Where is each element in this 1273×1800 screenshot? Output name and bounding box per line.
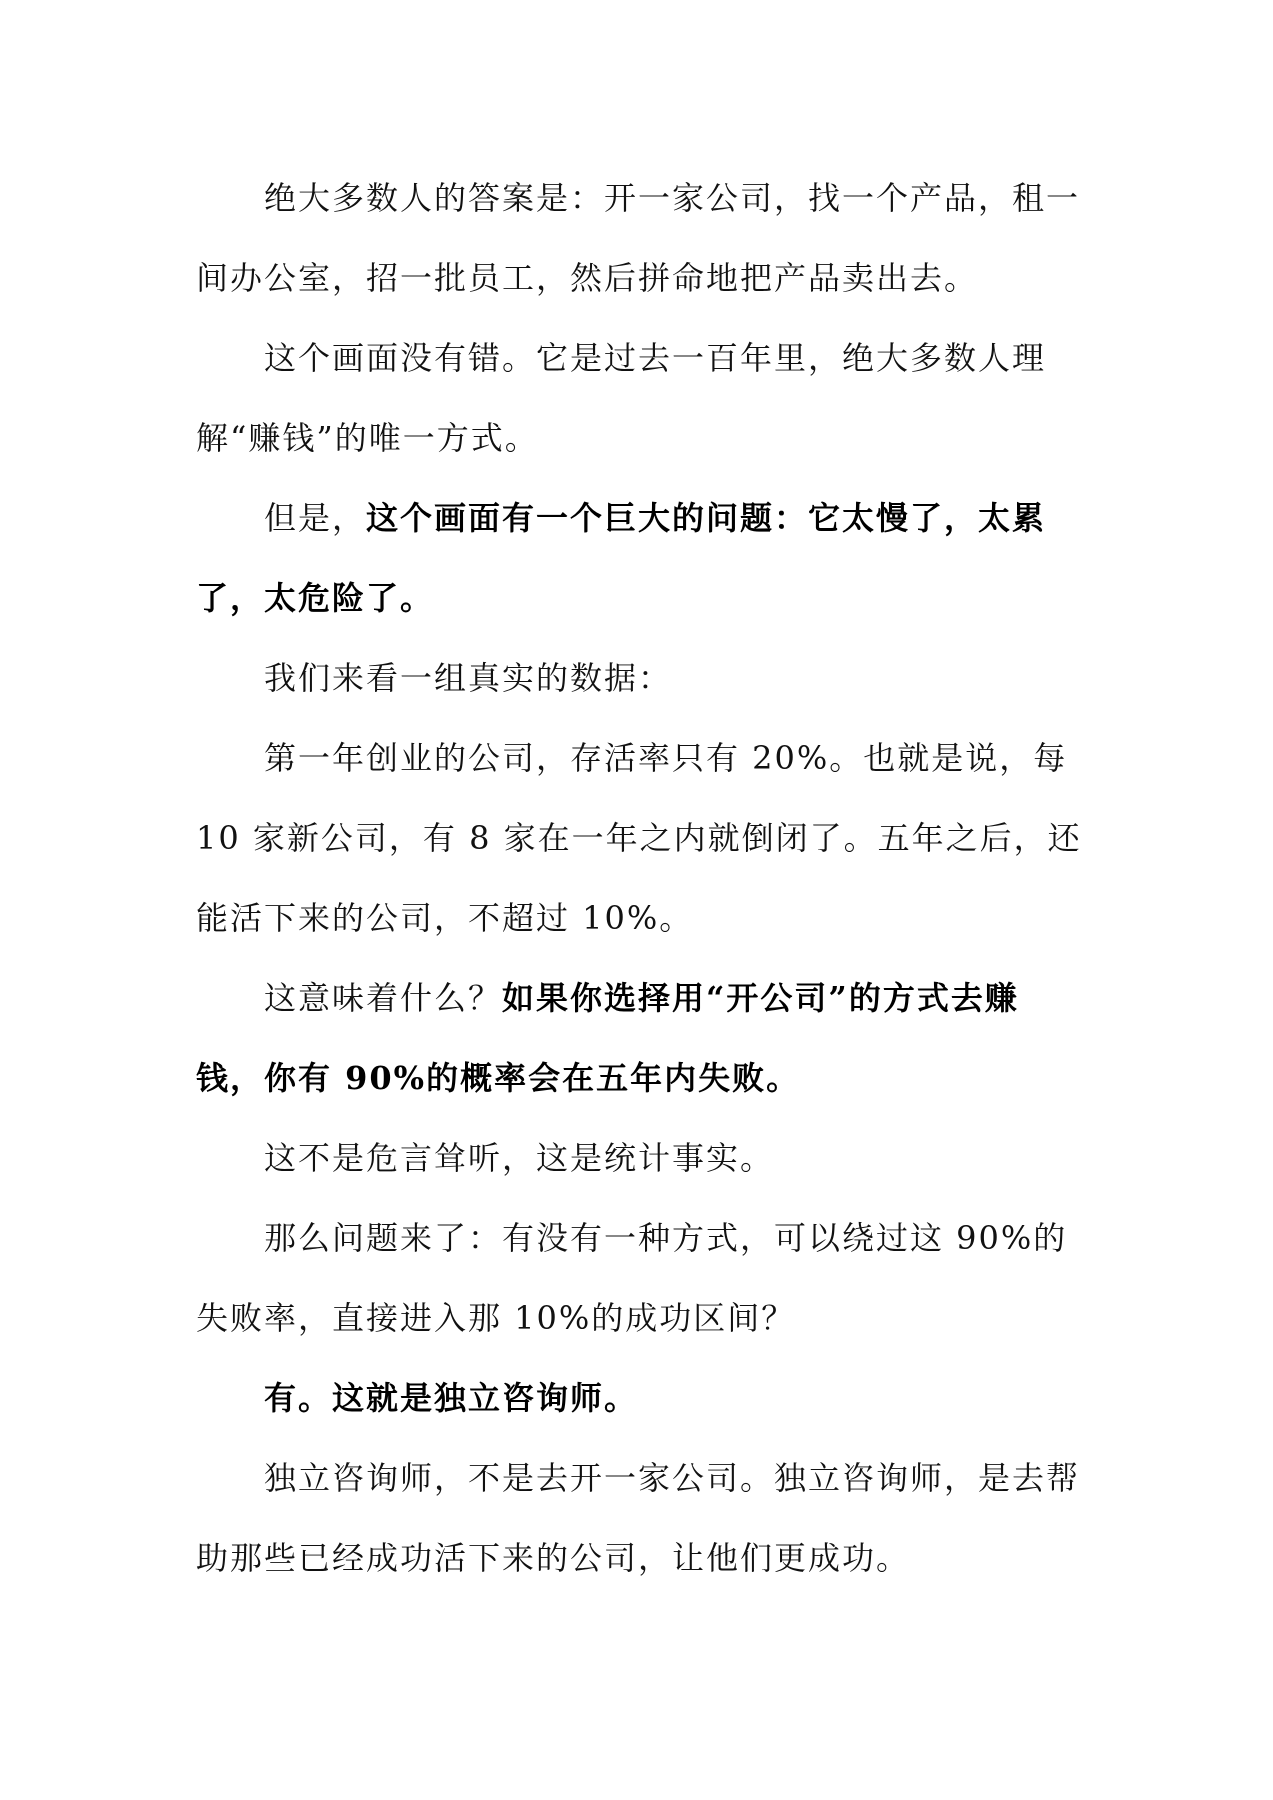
paragraph-4-text: 我们来看一组真实的数据：: [264, 659, 673, 697]
paragraph-6-text: 这意味着什么？: [264, 979, 503, 1017]
paragraph-3-bold-text: 这个画面有一个巨大的问题：它太慢了，太累了，太危险了。: [196, 499, 1047, 617]
paragraph-7-text: 这不是危言耸听，这是统计事实。: [264, 1139, 775, 1177]
paragraph-9: [196, 1358, 1086, 1438]
paragraph-2: [196, 318, 1086, 478]
paragraph-3-text: 但是，: [264, 499, 367, 537]
paragraph-10-text: 独立咨询师，不是去开一家公司。独立咨询师，是去帮助那些已经成功活下来的公司，让他们更成功。: [196, 1459, 1081, 1577]
paragraph-4: [196, 638, 1086, 718]
paragraph-7: [196, 1118, 1086, 1198]
document-body: [196, 158, 1086, 1598]
paragraph-3: [196, 478, 1086, 638]
paragraph-6: [196, 958, 1086, 1118]
paragraph-8: [196, 1198, 1086, 1358]
paragraph-5: [196, 718, 1086, 958]
paragraph-1: [196, 158, 1086, 318]
paragraph-1-text: 绝大多数人的答案是：开一家公司，找一个产品，租一间办公室，招一批员工，然后拼命地把产品卖出去。: [196, 179, 1081, 297]
paragraph-5-text: 第一年创业的公司，存活率只有 20%。也就是说，每 10 家新公司，有 8 家在一年之内就倒闭了。五年之后，还能活下来的公司，不超过 10%。: [196, 739, 1082, 937]
paragraph-6-bold-text: 如果你选择用“开公司”的方式去赚钱，你有 90%的概率会在五年内失败。: [196, 979, 1019, 1097]
paragraph-2-text: 这个画面没有错。它是过去一百年里，绝大多数人理解“赚钱”的唯一方式。: [196, 339, 1047, 457]
paragraph-8-text: 那么问题来了：有没有一种方式，可以绕过这 90%的失败率，直接进入那 10%的成功区间？: [196, 1219, 1068, 1337]
paragraph-10: [196, 1438, 1086, 1598]
paragraph-9-bold-text: 有。这就是独立咨询师。: [264, 1379, 639, 1417]
